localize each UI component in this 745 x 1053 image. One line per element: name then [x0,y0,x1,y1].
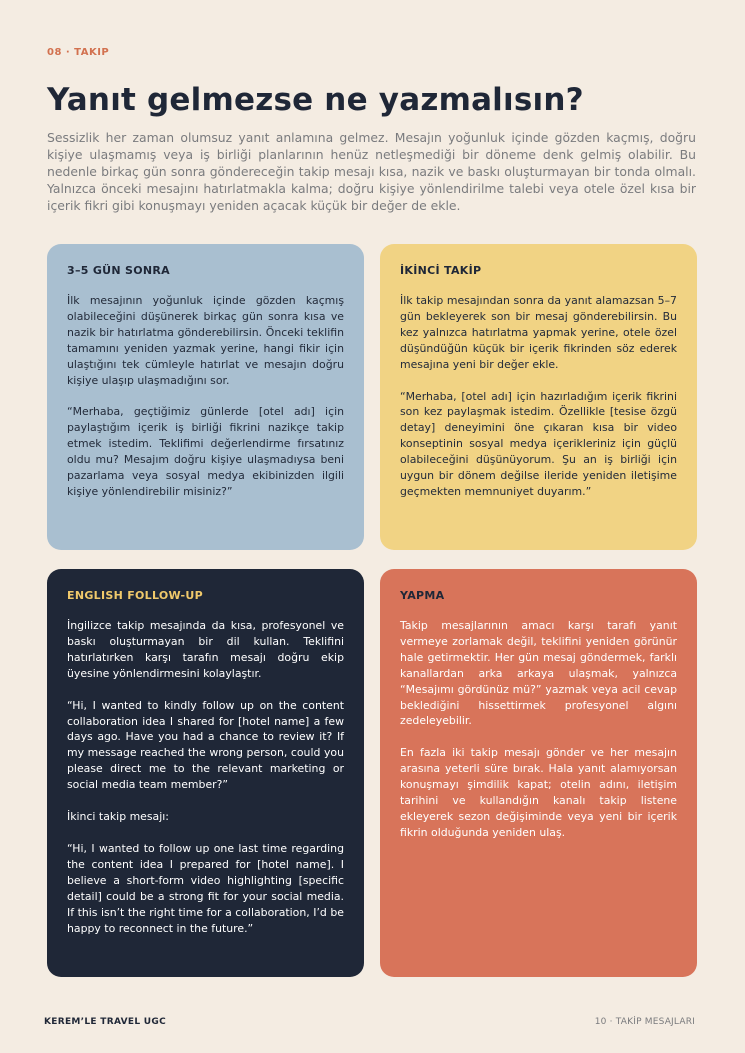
card-quote: “Hi, I wanted to kindly follow up on the content collaboration idea I shared for [hotel name] a few days ago. Have you had a chance to review it? If my message reached the wrong person, could you please direct me to the relevant marketing or social media team member?” [67,698,344,792]
card-quote: “Merhaba, [otel adı] için hazırladığım içerik fikrini son kez paylaşmak istedim. Özellikle [tesise özgü detay] deneyimini öne çıkaran kısa bir video konseptinin sosyal medya içerikleriniz için güçlü olabileceğini düşünüyorum. Şu an iş birliği için uygun bir dönem değilse ileride yeniden iletişime geçmekten memnuniyet duyarım.” [400,389,677,498]
card-dont [380,569,697,977]
card-paragraph: İlk takip mesajından sonra da yanıt alamazsan 5–7 gün bekleyerek son bir mesaj gönderebilirsin. Bu kez yalnızca hatırlatma yapmak yerine, otele özel düşündüğün küçük bir içerik fikrinden söz ederek mesajına yeni bir değer ekle. [400,294,677,371]
card-title: 3–5 GÜN SONRA [67,264,170,277]
page-title: Yanıt gelmezse ne yazmalısın? [47,82,584,118]
card-title: ENGLISH FOLLOW-UP [67,589,203,602]
card-paragraph: Takip mesajlarının amacı karşı tarafı yanıt vermeye zorlamak değil, teklifini yeniden görünür hale getirmektir. Her gün mesaj göndermek, farklı kanallardan arka arkaya ulaşmak, yalnızca “Mesajımı gördünüz mü?” yazmak veya acil cevap beklediğini hissettirmek profesyonel algını zedeleyebilir. [400,619,677,728]
card-title: YAPMA [400,589,445,602]
card-quote: “Hi, I wanted to follow up one last time regarding the content idea I prepared for [hotel name]. I believe a short-form video highlighting [specific detail] could be a strong fit for your social media. If this isn’t the right time for a collaboration, I’d be happy to reconnect in the future.” [67,841,344,935]
card-second-follow-up [380,244,697,550]
card-paragraph: En fazla iki takip mesajı gönder ve her mesajın arasına yeterli süre bırak. Hala yanıt alamıyorsan konuşmayı şimdilik kapat; otelin adını, iletişim tarihini ve kullandığın kanalı takip listene ekleyerek sezon değişiminde veya yeni bir içerik fikrin olduğunda yeniden ulaş. [400,746,677,839]
card-title: İKİNCİ TAKİP [400,264,482,277]
card-subheading: İkinci takip mesajı: [67,810,169,824]
card-3-5-days [47,244,364,550]
card-english-follow-up [47,569,364,977]
footer-page-number: 10 · TAKİP MESAJLARI [594,1017,695,1027]
footer-brand: KEREM’LE TRAVEL UGC [44,1017,166,1027]
card-paragraph: İlk mesajının yoğunluk içinde gözden kaçmış olabileceğini düşünerek birkaç gün sonra kısa ve nazik bir hatırlatma gönderebilirsin. Önceki teklifin tamamını yeniden yazmak yerine, hangi fikir için ulaştığını tek cümleyle hatırlat ve mesajın doğru kişiye ulaşıp ulaşmadığını sor. [67,294,344,387]
card-paragraph: İngilizce takip mesajında da kısa, profesyonel ve baskı oluşturmayan bir dil kullan. Teklifini hatırlatırken karşı tarafın mesajı doğru ekip üyesine yönlendirmesini kolaylaştır. [67,619,344,680]
section-label: 08 · TAKIP [47,47,110,58]
card-quote: “Merhaba, geçtiğimiz günlerde [otel adı] için paylaştığım içerik iş birliği fikrini nazikçe takip etmek istedim. Teklifimi değerlendirme fırsatınız oldu mu? Mesajım doğru kişiye ulaşmadıysa beni pazarlama veya sosyal medya ekibinizden ilgili kişiye yönlendirebilir misiniz?” [67,405,344,498]
intro-paragraph: Sessizlik her zaman olumsuz yanıt anlamına gelmez. Mesajın yoğunluk içinde gözden kaçmış, doğru kişiye ulaşmamış veya iş birliği planlarının henüz netleşmediği bir döneme denk gelmiş olabilir. Bu nedenle birkaç gün sonra göndereceğin takip mesajı kısa, nazik ve baskı oluşturmayan bir tonda olmalı. Yalnızca önceki mesajını hatırlatmakla kalma; doğru kişiye yönlendirilme talebi veya otele özel kısa bir içerik fikri gibi konuşmayı yeniden açacak küçük bir değer de ekle. [47,130,696,213]
